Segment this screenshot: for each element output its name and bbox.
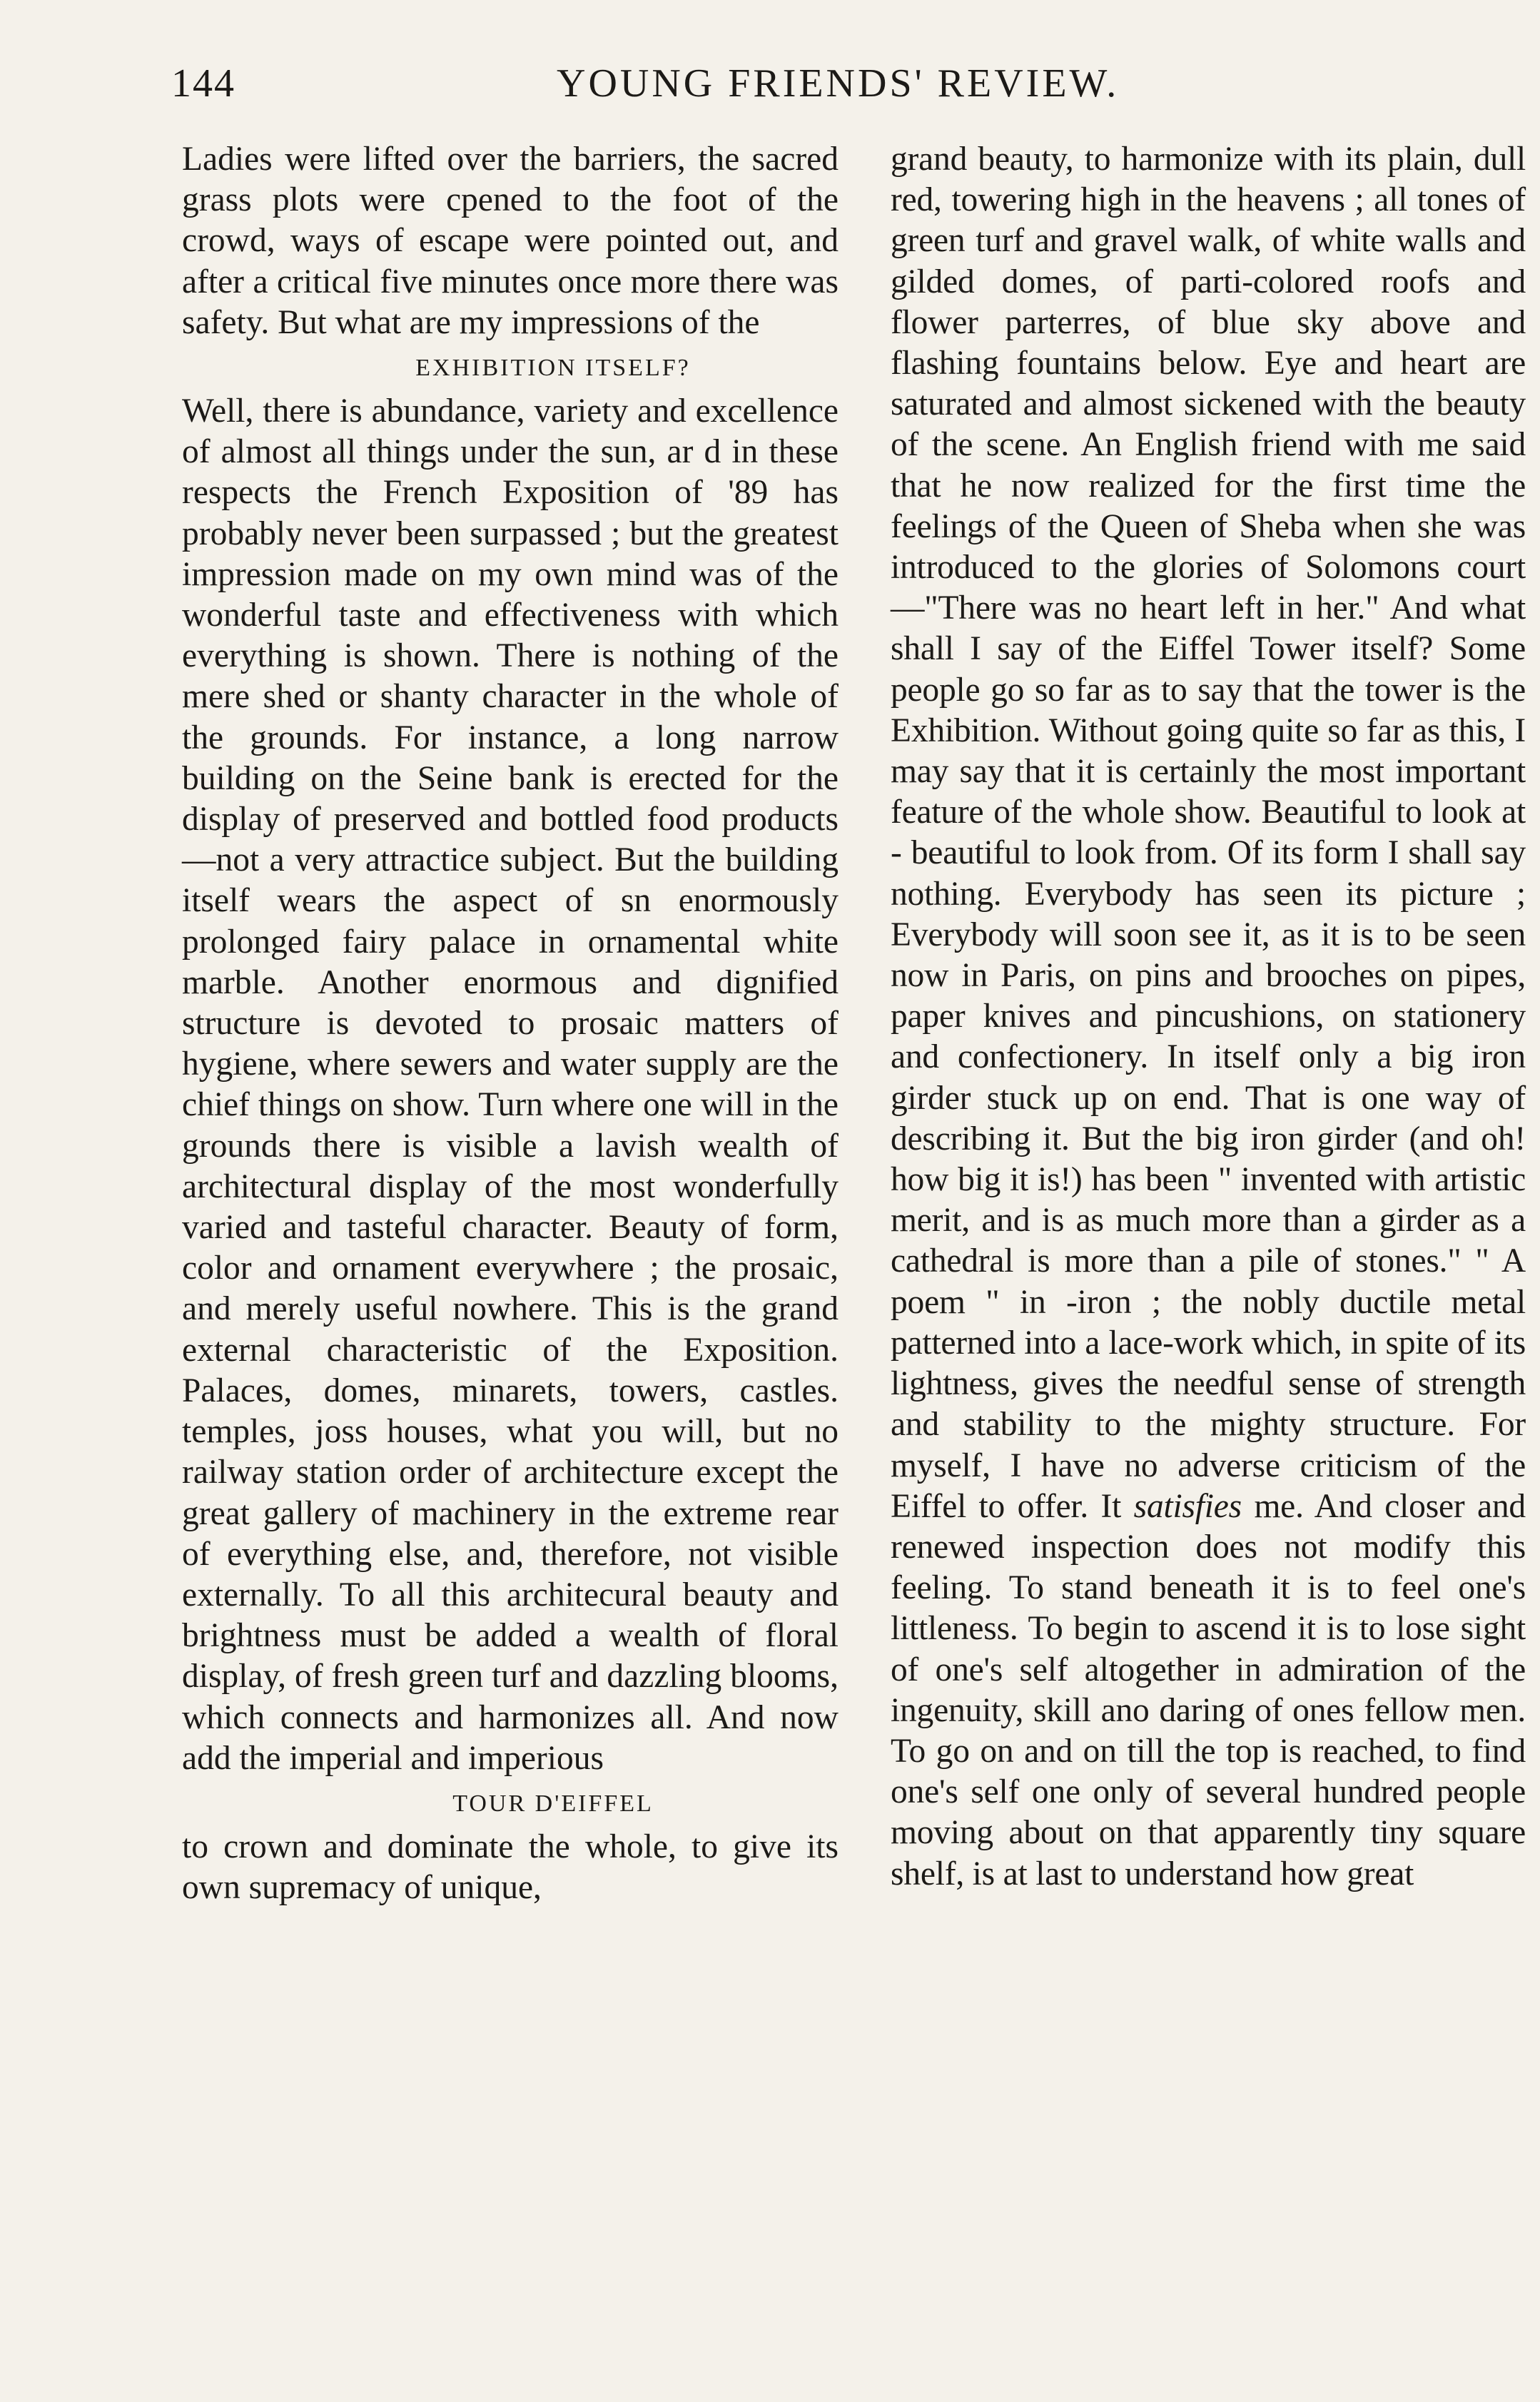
subheading-exhibition-itself: EXHIBITION ITSELF? [415,355,691,382]
left-column [182,139,839,1908]
left-paragraph-2: Well, there is abundance, variety and excellence of almost all things under the sun, ar d in these respects the French Exposition of '89 has probably never been surpassed ; but the greatest impression made on my own mind was of the wonderful taste and effectiveness with which everything is shown. There is nothing of the mere shed or shanty character in the whole of the grounds. For instance, a long narrow building on the Seine bank is erected for the display of preserved and bottled food products—not a very attractice subject. But the building itself wears the aspect of sn enormously prolonged fairy palace in ornamental white marble. Another enormous and dignified structure is devoted to prosaic matters of hygiene, where sewers and water supply are the chief things on show. Turn where one will in the grounds there is visible a lavish wealth of architectural display of the most wonderfully varied and tasteful character. Beauty of form, color and ornament everywhere ; the prosaic, and merely useful nowhere. This is the grand external characteristic of the Exposition. Palaces, domes, minarets, towers, castles. temples, joss houses, what you will, but no railway station order of architecture except the great gallery of machinery in the extreme rear of everything else, and, therefore, not visible externally. To all this architecural beauty and brightness must be added a wealth of floral display, of fresh green turf and dazzling blooms, which connects and harmonizes all. And now add the imperial and imperious [182,392,839,1777]
left-paragraph-3: to crown and dominate the whole, to give its own supremacy of unique, [182,1828,839,1907]
left-paragraph-1: Ladies were lifted over the barriers, the sacred grass plots were cpened to the foot of the crowd, ways of escape were pointed out, and after a critical five minutes once more there was safety. But what are my impressions of the [182,141,839,341]
page-number: 144 [171,61,235,106]
right-text-part-1: grand beauty, to harmonize with its plain, dull red, towering high in the heavens ; all tones of green turf and gravel walk, of white walls and gilded domes, of parti-colored roofs and flower parterres, of blue sky above and flashing fountains below. Eye and heart are saturated and almost sickened with the beauty of the scene. An English friend with me said that he now realized for the first time the feelings of the Queen of Sheba when she was introduced to the glories of Solomons court—"There was no heart left in her." And what shall I say of the Eiffel Tower itself? Some people go so far as to say that the tower is the Exhibition. Without going quite so far as this, I may say that it is certainly the most important feature of the whole show. Beautiful to look at - beautiful to look from. Of its form I shall say nothing. Everybody has seen its picture ; Everybody will soon see it, as it is to be seen now in Paris, on pins and brooches on pipes, paper knives and pincushions, on stationery and confectionery. In itself only a big iron girder stuck up on end. That is one way of describing it. But the big iron girder (and oh! how big it is!) has been " invented with artistic merit, and is as much more than a girder as a cathedral is more than a pile of stones." " A poem " in -iron ; the nobly ductile metal patterned into a lace-work which, in spite of its lightness, gives the needful sense of strength and stability to the mighty structure. For myself, I have no adverse criticism of the Eiffel to offer. It [891,141,1526,1525]
subheading-tour-eiffel: TOUR D'EIFFEL [452,1790,654,1817]
page-header [171,61,1513,118]
right-column [891,139,1526,1895]
right-text-part-2: me. And closer and renewed inspection does not modify this feeling. To stand beneath it is to feel one's littleness. To begin to ascend it is to lose sight of one's self altogether in admiration of the ingenuity, skill ano daring of ones fellow men. To go on and on till the top is reached, to find one's self one only of several hundred people moving about on that apparently tiny square shelf, is at last to understand how great [891,1487,1526,1892]
right-paragraph-1 [891,139,1526,1895]
emphasized-word: satisfies [1133,1487,1242,1525]
running-head: YOUNG FRIENDS' REVIEW. [557,61,1120,106]
